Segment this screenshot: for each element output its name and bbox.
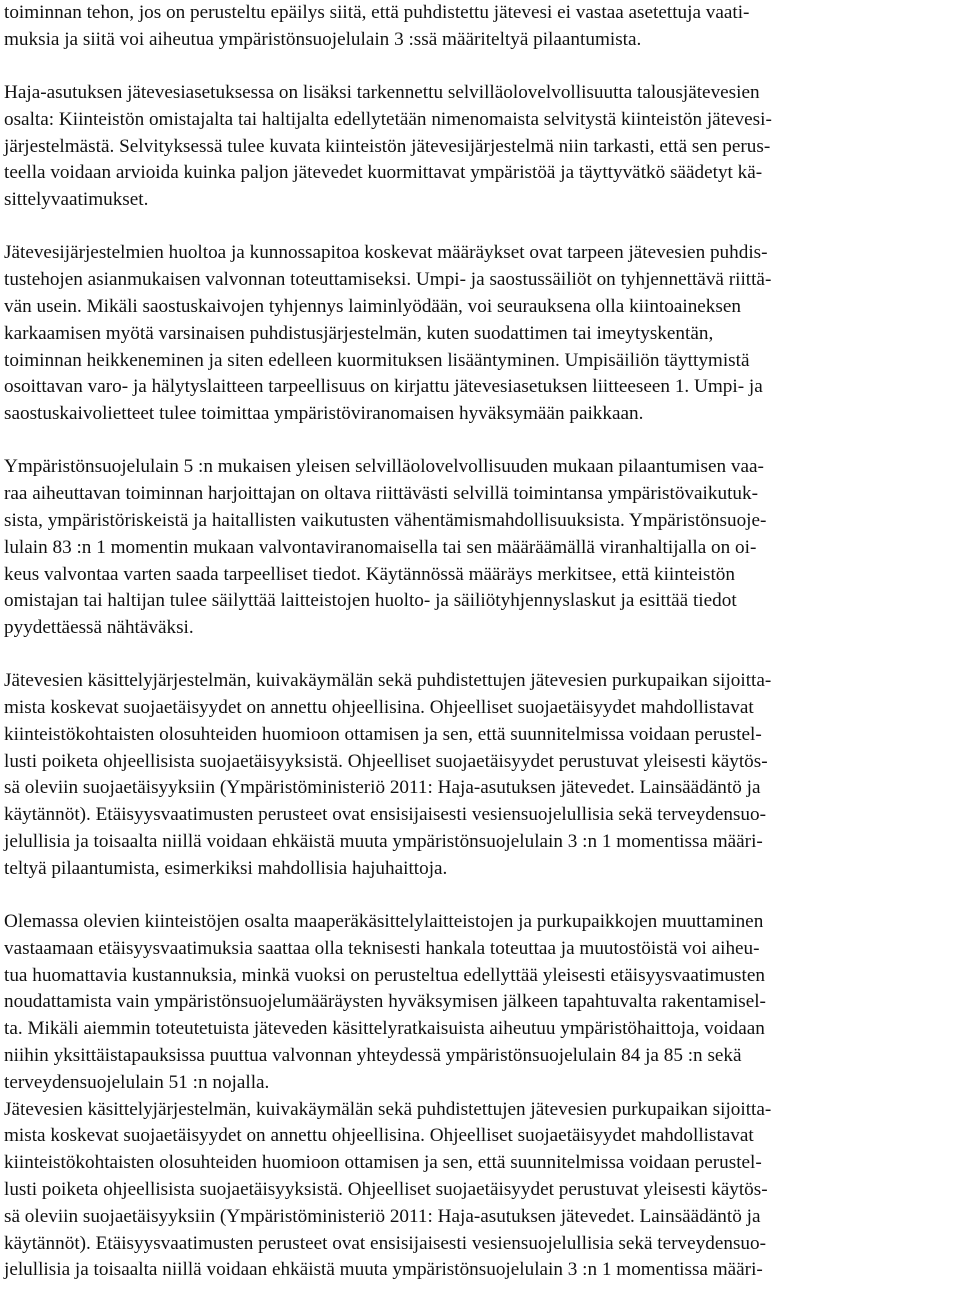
text-line: Jätevesijärjestelmien huoltoa ja kunnossapitoa koskevat määräykset ovat tarpeen jätevesien puhdis-	[4, 242, 768, 264]
document-page	[4, 0, 952, 1284]
paragraph-protection-distances-repeat	[4, 1097, 952, 1285]
text-line: jelullisia ja toisaalta niillä voidaan ehkäistä muuta ympäristönsuojelulain 3 :n 1 momentissa määri-	[4, 1259, 763, 1281]
paragraph-environmental-protection-act	[4, 454, 952, 642]
text-line: osalta: Kiinteistön omistajalta tai haltijalta edellytetään nimenomaista selvitystä kiinteistön jätevesi-	[4, 108, 772, 130]
paragraph-awareness-obligation	[4, 80, 952, 214]
text-line: lulain 83 :n 1 momentin mukaan valvontaviranomaisella tai sen määräämällä viranhaltijalla on oi-	[4, 536, 757, 558]
paragraph-gap	[4, 428, 952, 454]
text-line: vän usein. Mikäli saostuskaivojen tyhjennys laiminlyödään, voi seurauksena olla kiintoaineksen	[4, 295, 741, 317]
text-line: Jätevesien käsittelyjärjestelmän, kuivakäymälän sekä puhdistettujen jätevesien purkupaikan sijoitta-	[4, 670, 772, 692]
text-line: toiminnan heikkeneminen ja siten edelleen kuormituksen lisääntyminen. Umpisäiliön täyttymistä	[4, 349, 750, 371]
text-line: terveydensuojelulain 51 :n nojalla.	[4, 1071, 270, 1093]
text-line: sittelyvaatimukset.	[4, 189, 149, 211]
text-line: omistajan tai haltijan tulee säilyttää laitteistojen huolto- ja säiliötyhjennyslaskut ja esittää tiedot	[4, 590, 737, 612]
paragraph-pollution-definition	[4, 0, 952, 54]
text-line: lusti poiketa ohjeellisista suojaetäisyyksistä. Ohjeelliset suojaetäisyydet perustuvat yleisesti käytös-	[4, 750, 768, 772]
text-line: lusti poiketa ohjeellisista suojaetäisyyksistä. Ohjeelliset suojaetäisyydet perustuvat yleisesti käytös-	[4, 1179, 768, 1201]
paragraph-gap	[4, 214, 952, 240]
text-line: järjestelmästä. Selvityksessä tulee kuvata kiinteistön jätevesijärjestelmä niin tarkasti, että sen perus-	[4, 135, 771, 157]
text-line: Haja-asutuksen jätevesiasetuksessa on lisäksi tarkennettu selvilläolovelvollisuutta talousjätevesien	[4, 81, 760, 103]
text-line: keus valvontaa varten saada tarpeelliset tiedot. Käytännössä määräys merkitsee, että kiinteistön	[4, 563, 735, 585]
text-line: saostuskaivolietteet tulee toimittaa ympäristöviranomaisen hyväksymään paikkaan.	[4, 403, 644, 425]
text-line: tustehojen asianmukaisen valvonnan toteuttamiseksi. Umpi- ja saostussäiliöt on tyhjennettävä riittä-	[4, 269, 772, 291]
text-line: teltyä pilaantumista, esimerkiksi mahdollisia hajuhaittoja.	[4, 857, 448, 879]
text-line: mista koskevat suojaetäisyydet on annettu ohjeellisina. Ohjeelliset suojaetäisyydet mahdollistavat	[4, 1125, 754, 1147]
text-line: noudattamista vain ympäristönsuojelumääräysten hyväksymisen jälkeen tapahtuvalta rakentamisel-	[4, 991, 766, 1013]
text-line: raa aiheuttavan toiminnan harjoittajan on oltava riittävästi selvillä toimintansa ympäristövaikutuk-	[4, 483, 758, 505]
text-line: sä oleviin suojaetäisyyksiin (Ympäristöministeriö 2011: Haja-asutuksen jätevedet. Lainsäädäntö ja	[4, 777, 761, 799]
text-line: mista koskevat suojaetäisyydet on annettu ohjeellisina. Ohjeelliset suojaetäisyydet mahdollistavat	[4, 697, 754, 719]
text-line: karkaamisen myötä varsinaisen puhdistusjärjestelmän, kuten suodattimen tai imeytyskentän,	[4, 322, 714, 344]
paragraph-gap	[4, 54, 952, 80]
text-line: toiminnan tehon, jos on perusteltu epäilys siitä, että puhdistettu jätevesi ei vastaa asetettuja vaati-	[4, 2, 750, 23]
text-line: vastaamaan etäisyysvaatimuksia saattaa olla teknisesti hankala toteuttaa ja muutostöistä voi aiheu-	[4, 937, 760, 959]
paragraph-protection-distances	[4, 668, 952, 882]
text-line: pyydettäessä nähtäväksi.	[4, 617, 194, 639]
text-line: sä oleviin suojaetäisyyksiin (Ympäristöministeriö 2011: Haja-asutuksen jätevedet. Lainsäädäntö ja	[4, 1205, 761, 1227]
paragraph-existing-properties	[4, 909, 952, 1097]
text-line: sista, ympäristöriskeistä ja haitallisten vaikutusten vähentämismahdollisuuksista. Ympäristönsuoje-	[4, 509, 767, 531]
text-line: kiinteistökohtaisten olosuhteiden huomioon ottamisen ja sen, että suunnitelmissa voidaan perustel-	[4, 1152, 762, 1174]
text-line: niihin yksittäistapauksissa puuttua valvonnan yhteydessä ympäristönsuojelulain 84 ja 85 :n sekä	[4, 1045, 742, 1067]
text-line: käytännöt). Etäisyysvaatimusten perusteet ovat ensisijaisesti vesiensuojelullisia sekä terveydensuo-	[4, 1232, 766, 1254]
text-line: muksia ja siitä voi aiheutua ympäristönsuojelulain 3 :ssä määriteltyä pilaantumista.	[4, 28, 642, 50]
text-line: teella voidaan arvioida kuinka paljon jätevedet kuormittavat ympäristöä ja täyttyvätkö säädetyt kä-	[4, 162, 763, 184]
paragraph-gap	[4, 642, 952, 668]
text-line: Ympäristönsuojelulain 5 :n mukaisen yleisen selvilläolovelvollisuuden mukaan pilaantumisen vaa-	[4, 456, 764, 478]
paragraph-maintenance	[4, 240, 952, 428]
text-line: Jätevesien käsittelyjärjestelmän, kuivakäymälän sekä puhdistettujen jätevesien purkupaikan sijoitta-	[4, 1098, 772, 1120]
text-line: ta. Mikäli aiemmin toteutetuista jäteveden käsittelyratkaisuista aiheutuu ympäristöhaittoja, voidaan	[4, 1018, 765, 1040]
text-line: käytännöt). Etäisyysvaatimusten perusteet ovat ensisijaisesti vesiensuojelullisia sekä terveydensuo-	[4, 804, 766, 826]
text-line: Olemassa olevien kiinteistöjen osalta maaperäkäsittelylaitteistojen ja purkupaikkojen muuttaminen	[4, 911, 764, 933]
text-line: osoittavan varo- ja hälytyslaitteen tarpeellisuus on kirjattu jätevesiasetuksen liitteeseen 1. Umpi- ja	[4, 376, 763, 398]
text-line: jelullisia ja toisaalta niillä voidaan ehkäistä muuta ympäristönsuojelulain 3 :n 1 momentissa määri-	[4, 831, 763, 853]
text-line: tua huomattavia kustannuksia, minkä vuoksi on perusteltua edellyttää yleisesti etäisyysvaatimusten	[4, 964, 765, 986]
text-line: kiinteistökohtaisten olosuhteiden huomioon ottamisen ja sen, että suunnitelmissa voidaan perustel-	[4, 723, 762, 745]
paragraph-gap	[4, 883, 952, 909]
